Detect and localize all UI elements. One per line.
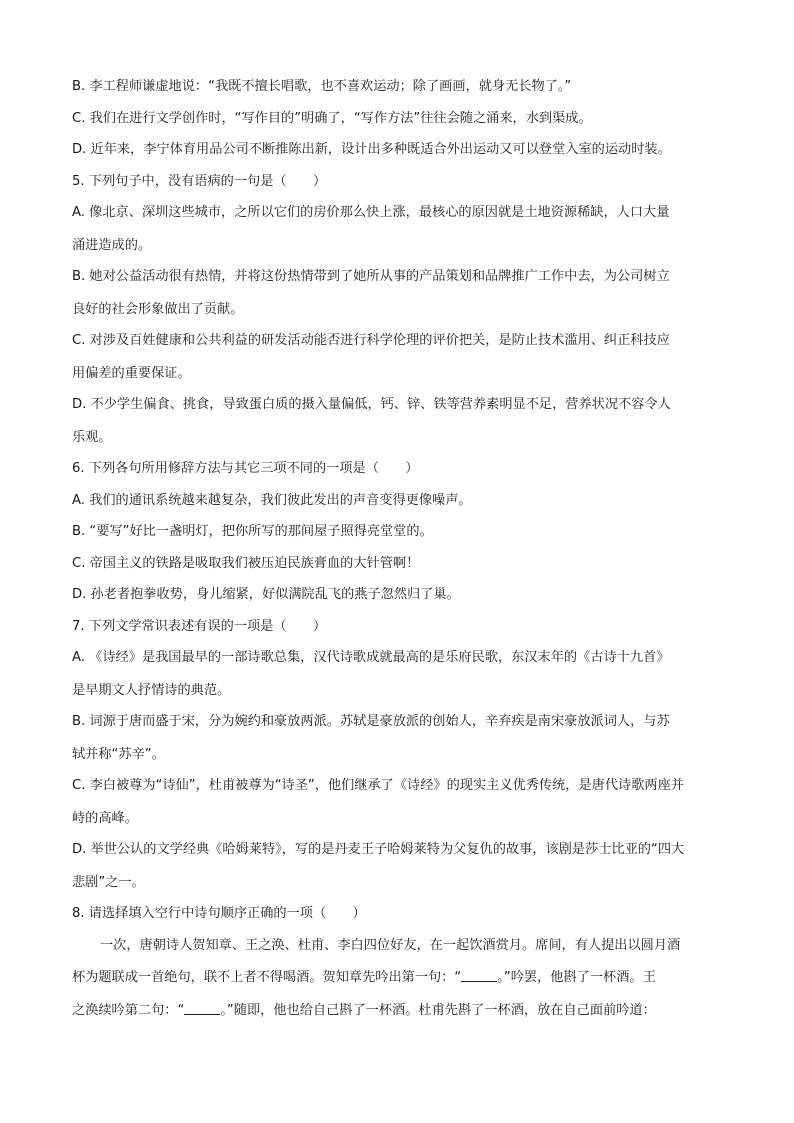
text-line: 良好的社会形象做出了贡献。 [72, 301, 244, 317]
text-line: C. 我们在进行文学创作时，“写作目的”明确了，“写作方法”往往会随之涌来，水到渠成。 [72, 110, 592, 126]
document-page [72, 76, 724, 1031]
text-segment: 杯为题联成一首绝句，联不上者不得喝酒。贺知章先吟出第一句：“ [72, 970, 462, 985]
text-line: C. 对涉及百姓健康和公共利益的研发活动能否进行科学伦理的评价把关，是防止技术滥用、纠正科技应 [72, 333, 670, 348]
text-line: D. 孙老者抱拳收势，身儿缩紧，好似满院乱飞的燕子忽然归了巢。 [72, 587, 460, 602]
fill-blank [461, 967, 497, 982]
text-line: 是早期文人抒情诗的典范。 [72, 682, 231, 698]
text-line: C. 李白被尊为“诗仙”，杜甫被尊为“诗圣”，他们继承了《诗经》的现实主义优秀传统，是唐代诗歌两座并 [72, 778, 684, 793]
text-line: A. 《诗经》是我国最早的一部诗歌总集，汉代诗歌成就最高的是乐府民歌，东汉末年的《古诗十九首》 [72, 650, 670, 665]
question-7-title: 7. 下列文学常识表述有误的一项是（ ） [72, 618, 327, 634]
text-segment: 。”随即，他也给自己斟了一杯酒。杜甫先斟了一杯酒，放在自己面前吟道： [220, 1002, 656, 1018]
text-line: 用偏差的重要保证。 [72, 365, 191, 381]
fill-blank [184, 1000, 220, 1015]
question-8-title: 8. 请选择填入空行中诗句顺序正确的一项（ ） [72, 906, 366, 921]
text-line: 乐观。 [72, 429, 112, 445]
text-line: A. 我们的通讯系统越来越复杂，我们彼此发出的声音变得更像噪声。 [72, 492, 472, 508]
text-line [72, 1000, 724, 1032]
text-line: D. 近年来，李宁体育用品公司不断推陈出新，设计出多种既适合外出运动又可以登堂入室的运动时装。 [72, 142, 671, 157]
text-line: A. 像北京、深圳这些城市，之所以它们的房价那么快上涨，最核心的原因就是土地资源稀缺，人口大量 [72, 205, 670, 220]
text-line: B. 她对公益活动很有热情，并将这份热情带到了她所从事的产品策划和品牌推广工作中去，为公司树立 [72, 269, 670, 284]
text-line: C. 帝国主义的铁路是吸取我们被压迫民族膏血的大针管啊！ [72, 555, 420, 571]
text-line: B. 李工程师谦虚地说：“我既不擅长唱歌，也不喜欢运动；除了画画，就身无长物了。” [72, 79, 572, 94]
question-5-title: 5. 下列句子中，没有语病的一句是（ ） [72, 173, 327, 189]
text-line: 一次，唐朝诗人贺知章、王之涣、杜甫、李白四位好友，在一起饮酒赏月。席间，有人提出以圆月酒 [100, 937, 681, 953]
text-line: 涌进造成的。 [72, 237, 152, 253]
text-line: 轼并称“苏辛”。 [72, 746, 165, 762]
question-6-title: 6. 下列各句所用修辞方法与其它三项不同的一项是（ ） [72, 461, 419, 476]
text-line: 峙的高峰。 [72, 810, 138, 826]
text-line: D. 举世公认的文学经典《哈姆莱特》，写的是丹麦王子哈姆莱特为父复仇的故事，该剧是莎士比亚的“四大 [72, 842, 685, 857]
text-line: 悲剧”之一。 [72, 874, 145, 890]
text-line: D. 不少学生偏食、挑食，导致蛋白质的摄入量偏低，钙、锌、铁等营养素明显不足，营养状况不容令人 [72, 397, 671, 412]
text-line [72, 967, 724, 1000]
text-line: B. “要写”好比一盏明灯，把你所写的那间屋子照得亮堂堂的。 [72, 524, 433, 539]
text-segment: 之涣续吟第二句：“ [72, 1002, 185, 1018]
text-line: B. 词源于唐而盛于宋，分为婉约和豪放两派。苏轼是豪放派的创始人，辛弃疾是南宋豪放派词人，与苏 [72, 714, 670, 729]
text-segment: 。”吟罢，他斟了一杯酒。王 [497, 970, 656, 985]
